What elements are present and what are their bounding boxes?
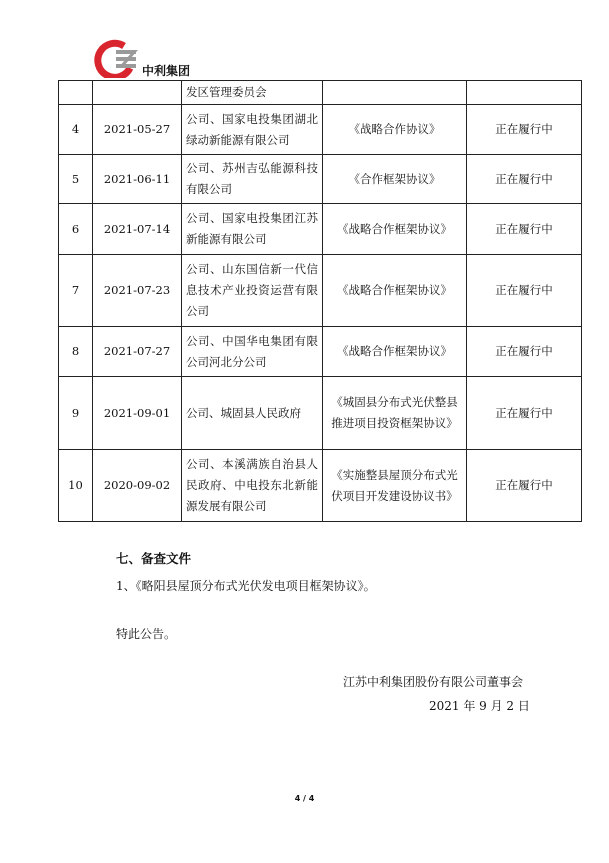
- row-status: 正在履行中: [467, 105, 582, 155]
- row-date: 2021-07-27: [93, 327, 182, 377]
- row-date: 2021-06-11: [93, 155, 182, 204]
- row-date: [93, 81, 182, 105]
- row-party: 发区管理委员会: [182, 81, 323, 105]
- row-party: 公司、国家电投集团江苏新能源有限公司: [182, 204, 323, 255]
- row-number: 6: [59, 204, 93, 255]
- row-number: [59, 81, 93, 105]
- contracts-table: [58, 80, 582, 522]
- row-party: 公司、城固县人民政府: [182, 377, 323, 450]
- row-number: 9: [59, 377, 93, 450]
- reference-document-item: 1、《略阳县屋顶分布式光伏发电项目框架协议》。: [116, 579, 376, 593]
- table-row: [59, 450, 582, 522]
- row-agreement: 《实施整县屋顶分布式光伏项目开发建设协议书》: [323, 450, 467, 522]
- row-party: 公司、山东国信新一代信息技术产业投资运营有限公司: [182, 255, 323, 327]
- row-date: 2021-07-14: [93, 204, 182, 255]
- row-status: [467, 81, 582, 105]
- page-number: 4 / 4: [294, 794, 315, 803]
- signature-date: 2021 年 9 月 2 日: [429, 699, 530, 713]
- row-agreement: 《城固县分布式光伏整县推进项目投资框架协议》: [323, 377, 467, 450]
- row-status: 正在履行中: [467, 255, 582, 327]
- section-heading: 七、备查文件: [116, 551, 192, 566]
- table-row: [59, 204, 582, 255]
- row-date: 2021-09-01: [93, 377, 182, 450]
- table-row: [59, 377, 582, 450]
- row-number: 5: [59, 155, 93, 204]
- table-row: [59, 81, 582, 105]
- table-row: [59, 327, 582, 377]
- company-logo-icon: [94, 38, 140, 78]
- table-row: [59, 155, 582, 204]
- row-agreement: 《战略合作框架协议》: [323, 327, 467, 377]
- row-agreement: 《战略合作框架协议》: [323, 255, 467, 327]
- row-party: 公司、苏州吉弘能源科技有限公司: [182, 155, 323, 204]
- row-party: 公司、中国华电集团有限公司河北分公司: [182, 327, 323, 377]
- row-number: 4: [59, 105, 93, 155]
- row-status: 正在履行中: [467, 204, 582, 255]
- company-logo-text: 中利集团: [142, 64, 191, 78]
- row-status: 正在履行中: [467, 155, 582, 204]
- table-row: [59, 105, 582, 155]
- row-party: 公司、本溪满族自治县人民政府、中电投东北新能源发展有限公司: [182, 450, 323, 522]
- signature-organization: 江苏中利集团股份有限公司董事会: [343, 675, 524, 689]
- row-date: 2021-05-27: [93, 105, 182, 155]
- row-agreement: 《战略合作协议》: [323, 105, 467, 155]
- row-number: 8: [59, 327, 93, 377]
- row-party: 公司、国家电投集团湖北绿动新能源有限公司: [182, 105, 323, 155]
- table-row: [59, 255, 582, 327]
- row-date: 2020-09-02: [93, 450, 182, 522]
- row-number: 10: [59, 450, 93, 522]
- row-number: 7: [59, 255, 93, 327]
- row-agreement: 《战略合作框架协议》: [323, 204, 467, 255]
- closing-statement: 特此公告。: [116, 627, 177, 641]
- row-status: 正在履行中: [467, 327, 582, 377]
- row-status: 正在履行中: [467, 377, 582, 450]
- row-status: 正在履行中: [467, 450, 582, 522]
- row-agreement: [323, 81, 467, 105]
- row-agreement: 《合作框架协议》: [323, 155, 467, 204]
- row-date: 2021-07-23: [93, 255, 182, 327]
